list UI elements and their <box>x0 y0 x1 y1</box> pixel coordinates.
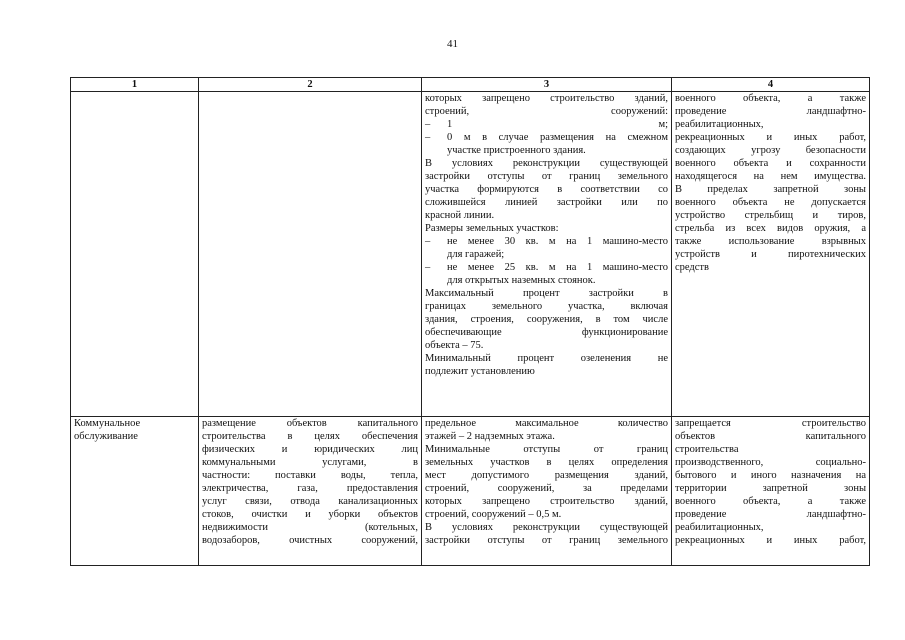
dash-bullet-icon: – <box>425 119 431 130</box>
text-line: электричества, газа, предоставления <box>202 483 418 494</box>
text-line: Коммунальное <box>74 418 141 429</box>
text-line: которых запрещено строительство зданий, <box>425 496 668 507</box>
text-line: участка формируются в соответствии со <box>425 184 668 195</box>
text-line: размещение объектов капитального <box>202 418 418 429</box>
text-line: проведение ландшафтно- <box>675 106 866 117</box>
text-line: строений, сооружений: <box>425 106 668 117</box>
text-line: устройство стрельбищ и тиров, <box>675 210 866 221</box>
text-line: В пределах запретной зоны <box>675 184 866 195</box>
text-line: Минимальные отступы от границ <box>425 444 668 455</box>
table-row <box>71 417 870 566</box>
text-line: границах земельного участка, включая <box>425 301 668 312</box>
text-line: сложившейся линией застройки или по <box>425 197 668 208</box>
text-line: земельных участков в целях определения <box>425 457 668 468</box>
bullet-item <box>425 131 668 144</box>
text-line: стоков, очистки и уборки объектов <box>202 509 418 520</box>
text-line: застройки отступы от границ земельного <box>425 171 668 182</box>
text-line: строений, сооружений, за пределами <box>425 483 668 494</box>
bullet-item <box>425 261 668 274</box>
text-line: подлежит установлению <box>425 366 535 377</box>
cell-parameters <box>422 417 672 566</box>
text-line: здания, строения, сооружения, в том числе <box>425 314 668 325</box>
text-line: обеспечивающие функционирование <box>425 327 668 338</box>
text-line: производственного, социально- <box>675 457 866 468</box>
text-line: военного объекта, а также <box>675 496 866 507</box>
text-line: территории запретной зоны <box>675 483 866 494</box>
text-line: Минимальный процент озеленения не <box>425 353 668 364</box>
text-line: которых запрещено строительство зданий, <box>425 93 668 104</box>
text-line: физических и юридических лиц <box>202 444 418 455</box>
dash-bullet-icon: – <box>425 236 431 247</box>
text-line: рекреационных и иных работ, <box>675 132 866 143</box>
cell-use-description <box>199 417 422 566</box>
bullet-item <box>425 118 668 131</box>
column-header-3: 3 <box>422 78 672 92</box>
text-line: участке пристроенного здания. <box>447 145 586 156</box>
table-header-row <box>71 78 870 92</box>
text-line: недвижимости (котельных, <box>202 522 418 533</box>
text-line: средств <box>675 262 709 273</box>
text-line: строений, сооружений – 0,5 м. <box>425 509 562 520</box>
cell-use-type <box>71 92 199 417</box>
text-line: Максимальный процент застройки в <box>425 288 668 299</box>
text-line: реабилитационных, <box>675 522 764 533</box>
text-line: В условиях реконструкции существующей <box>425 522 668 533</box>
cell-use-type <box>71 417 199 566</box>
cell-parameters <box>422 92 672 417</box>
text-line: устройств и пиротехнических <box>675 249 866 260</box>
text-line: красной линии. <box>425 210 495 221</box>
zoning-regulations-table <box>70 77 870 566</box>
bullet-text: 0 м в случае размещения на смежном <box>447 132 668 143</box>
page-number: 41 <box>447 38 458 50</box>
text-line: коммунальными услугами, в <box>202 457 418 468</box>
text-line: предельное максимальное количество <box>425 418 668 429</box>
bullet-text: не менее 25 кв. м на 1 машино-место <box>447 262 668 273</box>
text-line: частности: поставки воды, тепла, <box>202 470 418 481</box>
column-header-2: 2 <box>199 78 422 92</box>
text-line: находящегося на нем имущества. <box>675 171 866 182</box>
column-header-1: 1 <box>71 78 199 92</box>
text-line: услуг связи, отвода канализационных <box>202 496 418 507</box>
text-line: также использование взрывных <box>675 236 866 247</box>
text-line: бытового и иного назначения на <box>675 470 866 481</box>
text-line: для гаражей; <box>447 249 505 260</box>
text-line: объекта – 75. <box>425 340 484 351</box>
cell-restrictions <box>672 417 870 566</box>
text-line: мест допустимого размещения зданий, <box>425 470 668 481</box>
text-line: создающих угрозу безопасности <box>675 145 866 156</box>
cell-use-description <box>199 92 422 417</box>
text-line: военного объекта и сохранности <box>675 158 866 169</box>
text-line: для открытых наземных стоянок. <box>447 275 596 286</box>
text-line: рекреационных и иных работ, <box>675 535 866 546</box>
table-row <box>71 92 870 417</box>
column-header-4: 4 <box>672 78 870 92</box>
text-line: военного объекта не допускается <box>675 197 866 208</box>
text-line: В условиях реконструкции существующей <box>425 158 668 169</box>
bullet-item <box>425 235 668 248</box>
text-line: проведение ландшафтно- <box>675 509 866 520</box>
dash-bullet-icon: – <box>425 132 431 143</box>
text-line: водозаборов, очистных сооружений, <box>202 535 418 546</box>
text-line: запрещается строительство <box>675 418 866 429</box>
text-line: этажей – 2 надземных этажа. <box>425 431 555 442</box>
bullet-text: не менее 30 кв. м на 1 машино-место <box>447 236 668 247</box>
text-line: объектов капитального <box>675 431 866 442</box>
cell-restrictions <box>672 92 870 417</box>
text-line: военного объекта, а также <box>675 93 866 104</box>
text-line: стрельба из всех видов оружия, а <box>675 223 866 234</box>
text-line: обслуживание <box>74 431 138 442</box>
bullet-text: 1 м; <box>447 119 668 130</box>
text-line: строительства в целях обеспечения <box>202 431 418 442</box>
text-line: застройки отступы от границ земельного <box>425 535 668 546</box>
dash-bullet-icon: – <box>425 262 431 273</box>
text-line: реабилитационных, <box>675 119 764 130</box>
text-line: строительства <box>675 444 739 455</box>
text-line: Размеры земельных участков: <box>425 223 559 234</box>
